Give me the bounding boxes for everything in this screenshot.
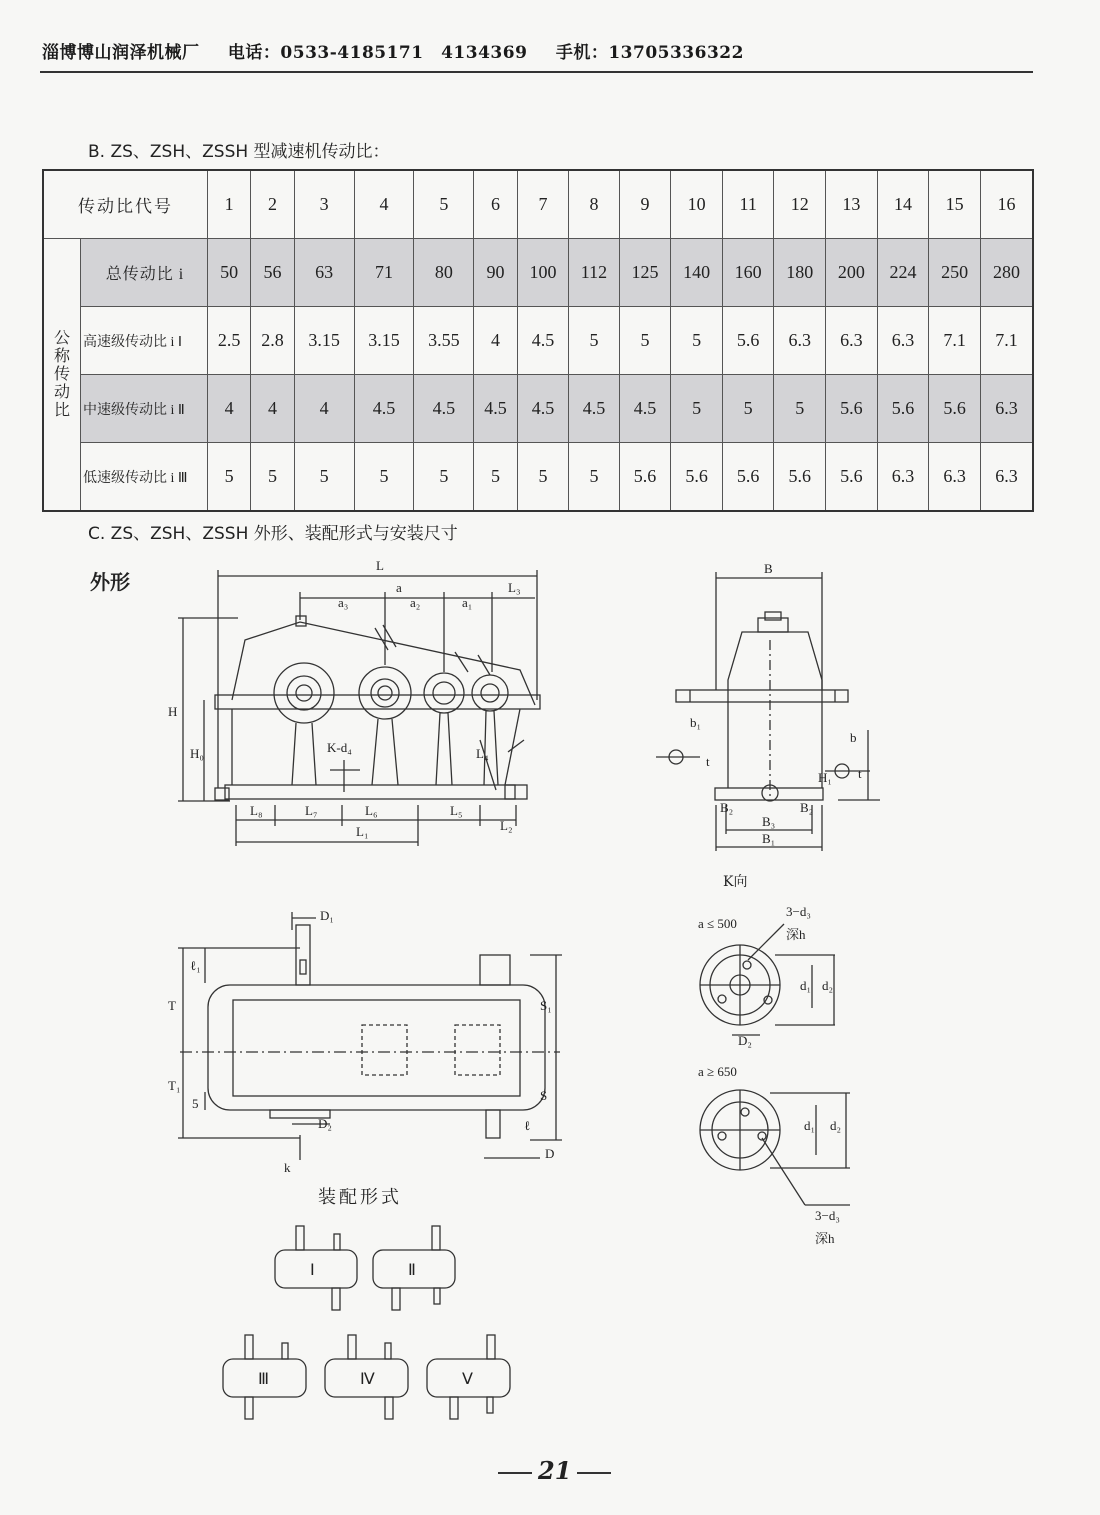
group-label: 公称传动比 xyxy=(54,329,71,419)
table-cell: 13 xyxy=(826,170,878,239)
front-view-drawing xyxy=(178,570,540,846)
flange-large-depth: 深h xyxy=(815,1231,835,1246)
table-cell: 4.5 xyxy=(414,375,474,443)
flange-small-d1: d₁ xyxy=(800,978,812,993)
table-cell: 140 xyxy=(671,239,723,307)
dim-b1: b₁ xyxy=(690,715,702,730)
dim-t-left: t xyxy=(706,754,710,769)
table-cell: 15 xyxy=(929,170,981,239)
assembly-label: 装配形式 xyxy=(318,1187,402,1208)
table-cell: 5 xyxy=(569,307,619,375)
table-cell: 5.6 xyxy=(826,443,878,512)
table-cell: 5.6 xyxy=(671,443,723,512)
table-cell: 63 xyxy=(294,239,354,307)
table-cell: 5.6 xyxy=(826,375,878,443)
dim-L3: L₃ xyxy=(508,580,521,595)
flange-small-holes: 3−d₃ xyxy=(786,904,811,919)
code-label: 传动比代号 xyxy=(43,170,208,239)
table-cell: 5 xyxy=(208,443,251,512)
dim-S: S xyxy=(540,1088,548,1103)
table-cell: 50 xyxy=(208,239,251,307)
assembly-form-2: Ⅱ xyxy=(408,1262,416,1279)
table-cell: 5.6 xyxy=(722,443,774,512)
table-cell: 16 xyxy=(980,170,1033,239)
section-c-title: C. ZS、ZSH、ZSSH 外形、装配形式与安装尺寸 xyxy=(88,524,458,544)
assembly-form-4: Ⅳ xyxy=(360,1371,375,1388)
table-cell: 3.55 xyxy=(414,307,474,375)
table-cell: 224 xyxy=(877,239,929,307)
flange-view-large xyxy=(700,1090,850,1205)
table-cell: 80 xyxy=(414,239,474,307)
table-cell: 7 xyxy=(517,170,569,239)
table-cell: 2.8 xyxy=(251,307,294,375)
dim-b: b xyxy=(850,730,857,745)
flange-large-holes: 3−d₃ xyxy=(815,1208,840,1223)
dim-L1: L₁ xyxy=(356,824,369,839)
table-cell: 4.5 xyxy=(517,307,569,375)
assembly-forms xyxy=(223,1226,510,1419)
dim-k: k xyxy=(284,1160,291,1175)
table-cell: 71 xyxy=(354,239,414,307)
dim-B2-right: B₂ xyxy=(800,800,814,815)
table-cell: 5 xyxy=(414,443,474,512)
phone-numbers: 电话：0533-4185171 4134369 xyxy=(227,43,528,63)
table-cell: 5 xyxy=(671,307,723,375)
table-cell: 5.6 xyxy=(774,443,826,512)
table-cell: 7.1 xyxy=(929,307,981,375)
flange-small-condition: a ≤ 500 xyxy=(698,916,737,931)
dim-five: 5 xyxy=(192,1096,199,1111)
table-cell: 4 xyxy=(294,375,354,443)
dim-l1: ℓ₁ xyxy=(190,958,201,973)
top-view-drawing xyxy=(178,912,562,1160)
table-cell: 4.5 xyxy=(474,375,517,443)
table-cell: 4.5 xyxy=(354,375,414,443)
table-cell: 200 xyxy=(826,239,878,307)
table-cell: 4 xyxy=(251,375,294,443)
table-cell: 1 xyxy=(208,170,251,239)
table-cell: 180 xyxy=(774,239,826,307)
dim-D2: D₂ xyxy=(318,1116,332,1131)
table-cell: 5.6 xyxy=(929,375,981,443)
table-cell: 5 xyxy=(569,443,619,512)
table-cell: 5.6 xyxy=(877,375,929,443)
flange-view-small xyxy=(700,924,835,1035)
table-cell: 10 xyxy=(671,170,723,239)
page-number: 21 xyxy=(492,1456,617,1485)
row-label: 中速级传动比 i Ⅱ xyxy=(81,375,208,443)
side-view-drawing xyxy=(656,572,880,851)
dim-B1: B₁ xyxy=(762,831,776,846)
table-cell: 6 xyxy=(474,170,517,239)
table-cell: 6.3 xyxy=(826,307,878,375)
table-cell: 3.15 xyxy=(354,307,414,375)
table-cell: 100 xyxy=(517,239,569,307)
flange-small-depth: 深h xyxy=(786,927,806,942)
table-cell: 4 xyxy=(208,375,251,443)
table-cell: 4.5 xyxy=(517,375,569,443)
table-cell: 5 xyxy=(619,307,671,375)
section-b-title: B. ZS、ZSH、ZSSH 型减速机传动比： xyxy=(88,142,390,162)
table-cell: 5.6 xyxy=(722,307,774,375)
dim-t-right: t xyxy=(858,766,862,781)
dim-l: ℓ xyxy=(524,1118,531,1133)
dim-H1: H₁ xyxy=(818,770,832,785)
k-view-label: K向 xyxy=(723,874,748,890)
dim-B3: B₃ xyxy=(762,814,776,829)
table-cell: 5 xyxy=(671,375,723,443)
table-cell: 112 xyxy=(569,239,619,307)
table-cell: 5 xyxy=(294,443,354,512)
table-cell: 160 xyxy=(722,239,774,307)
dim-H: H xyxy=(168,704,178,719)
table-cell: 2 xyxy=(251,170,294,239)
table-cell: 4.5 xyxy=(619,375,671,443)
table-cell: 6.3 xyxy=(980,443,1033,512)
table-cell: 14 xyxy=(877,170,929,239)
assembly-form-3: Ⅲ xyxy=(258,1371,270,1388)
flange-large-condition: a ≥ 650 xyxy=(698,1064,737,1079)
assembly-form-5: Ⅴ xyxy=(462,1371,473,1388)
dim-L8: L₈ xyxy=(250,803,263,818)
assembly-form-1: Ⅰ xyxy=(310,1262,315,1279)
table-cell: 4 xyxy=(354,170,414,239)
table-cell: 3.15 xyxy=(294,307,354,375)
dim-L4: L₄ xyxy=(476,746,489,761)
table-cell: 5 xyxy=(722,375,774,443)
table-cell: 4 xyxy=(474,307,517,375)
table-cell: 5 xyxy=(414,170,474,239)
table-cell: 6.3 xyxy=(877,443,929,512)
table-cell: 11 xyxy=(722,170,774,239)
table-cell: 9 xyxy=(619,170,671,239)
table-cell: 5 xyxy=(517,443,569,512)
table-cell: 3 xyxy=(294,170,354,239)
table-cell: 125 xyxy=(619,239,671,307)
outline-label: 外形 xyxy=(90,570,130,594)
dim-a2: a₂ xyxy=(410,595,421,610)
table-cell: 5 xyxy=(474,443,517,512)
dim-K-d4: K-d₄ xyxy=(327,740,352,755)
dim-T: T xyxy=(168,998,176,1013)
table-cell: 56 xyxy=(251,239,294,307)
dim-D: D xyxy=(545,1146,555,1161)
dim-T1: T₁ xyxy=(168,1078,181,1093)
table-cell: 250 xyxy=(929,239,981,307)
dim-B: B xyxy=(764,561,773,576)
flange-large-d2: d₂ xyxy=(830,1118,842,1133)
dim-a1: a₁ xyxy=(462,595,473,610)
row-label: 总传动比 i xyxy=(81,239,208,307)
dim-S1: S₁ xyxy=(540,998,552,1013)
table-cell: 6.3 xyxy=(929,443,981,512)
table-cell: 4.5 xyxy=(569,375,619,443)
flange-large-d1: d₁ xyxy=(804,1118,816,1133)
dim-L7: L₇ xyxy=(305,803,318,818)
dim-H0: H₀ xyxy=(190,746,204,761)
row-label: 高速级传动比 i Ⅰ xyxy=(81,307,208,375)
mobile-number: 手机：13705336322 xyxy=(555,43,744,63)
flange-small-d2: d₂ xyxy=(822,978,834,993)
table-cell: 6.3 xyxy=(980,375,1033,443)
company-name: 淄博博山润泽机械厂 xyxy=(42,43,200,63)
dim-B2-left: B₂ xyxy=(720,800,734,815)
table-cell: 5 xyxy=(251,443,294,512)
dim-L5: L₅ xyxy=(450,803,463,818)
table-cell: 7.1 xyxy=(980,307,1033,375)
table-cell: 2.5 xyxy=(208,307,251,375)
table-cell: 6.3 xyxy=(877,307,929,375)
table-cell: 5.6 xyxy=(619,443,671,512)
table-cell: 280 xyxy=(980,239,1033,307)
table-cell: 12 xyxy=(774,170,826,239)
flange-small-D2: D₂ xyxy=(738,1033,752,1048)
dim-D1: D₁ xyxy=(320,908,334,923)
dim-L2: L₂ xyxy=(500,818,513,833)
dim-a: a xyxy=(396,580,402,595)
table-cell: 5 xyxy=(354,443,414,512)
table-cell: 90 xyxy=(474,239,517,307)
row-label: 低速级传动比 i Ⅲ xyxy=(81,443,208,512)
dim-L: L xyxy=(376,558,384,573)
dim-a3: a₃ xyxy=(338,595,349,610)
table-cell: 5 xyxy=(774,375,826,443)
table-cell: 8 xyxy=(569,170,619,239)
table-cell: 6.3 xyxy=(774,307,826,375)
dim-L6: L₆ xyxy=(365,803,378,818)
